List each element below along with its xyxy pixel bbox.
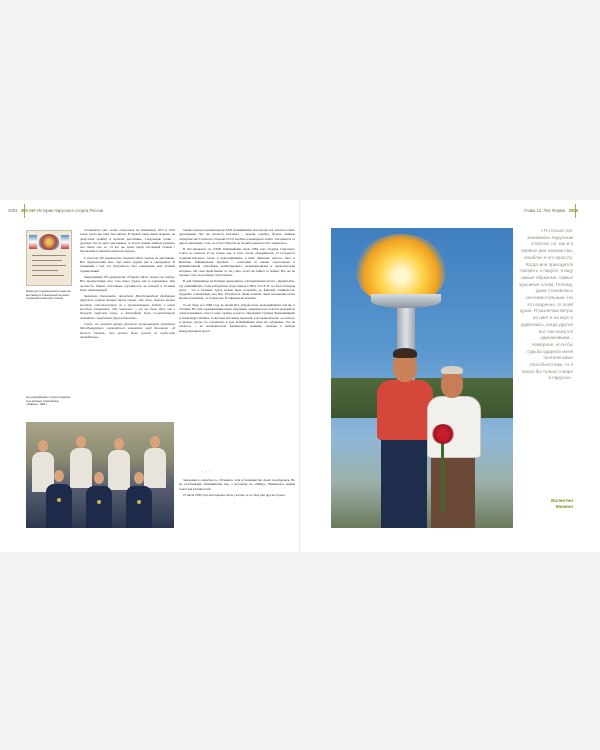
page-fold	[299, 200, 301, 552]
paragraph: Заворчанный 470 руководство сборной сейчас подход на победу. Все предпочтения свое года какое трудно как и однорядное. Как честность, бывает счастливые случайности, не находят в Таллине было закономерной.	[80, 274, 175, 292]
book-title-rest: Истории парусного спорта России	[37, 208, 104, 213]
red-carnations	[431, 424, 455, 444]
book-title-strong: 300 лет	[20, 208, 36, 213]
text-column-2	[179, 228, 295, 468]
paragraph: В дни Олимпиады на Балтике проводилась альтернативная регата «Дружба-84», где олимпийские стали победители спортсменов СЭВ и СССР. И это была большая удача – это в Таллине. Здесь можно было встретить до финских теннисистов, подробно освещающее над Игр. Разумеется, наши атланты такой положения почти вполне полюбили – и в пределах. И завидовали, конечно.	[179, 279, 295, 301]
man-red-shirt	[377, 380, 433, 440]
left-page-number: 2004	[8, 208, 18, 213]
text-column-1	[80, 228, 175, 418]
chapter-title: Глава 12. Пес Форма	[524, 208, 566, 213]
diploma-image	[26, 230, 72, 286]
olympic-flame-photo	[331, 228, 513, 528]
flame-cauldron	[371, 294, 441, 308]
pull-quote: «Я столько лет занимаюсь парусным спортом, но, как и в первые дни знакомства, влюблен в его красоту. Когда мне приходится говорить о парусе, я ищу самые образные, самые красивые слова. Почему, даже становлюсь сентиментальным. Но это искренне, от всей души. Я различаю ветры на цвет и на вкус и удивляюсь, когда других все они кажутся одинаковыми... Наверное, если бы судьба одарила меня поэтическими способностями, то я писал бы только о море и парусах».	[519, 228, 573, 381]
left-running-header	[8, 208, 103, 213]
team-podium-photo	[26, 422, 174, 528]
paragraph: Столь же высокой оценки удостоил организаторов президент Международного олимпийского комитета лорд Килланин: «Я должен сказать, что регата была лучшей из когда-либо проведённых».	[80, 321, 175, 339]
right-page-number: 2005	[568, 208, 578, 213]
flag-ribbon-left	[29, 235, 37, 249]
paragraph: То же было и в 1988 году, во время Игр доброй воли, проводившихся там же, в Таллине. На этих соревнованиях наши «борцами» заменяли всех золотых медалей из семи возможных, плюс к тому серебро в классе «Звездный» Гуриева Хвиченишвили и Александра Любича. Советские яхтсмены показали, в истории конечно «осталась» и прежде, ушли, что готовились в ходе Олимпийские игры их собранных. Это не «нового» – из возможностей, физического режимы, свободы в выборе международных регат!	[179, 302, 295, 333]
paragraph: С классом 470 руководство сборной сейчас подход на дистанцию. Все предпочтения свое года какое трудно как и однорядное. В сравнении с тем, что получилось, был совершенно ещё лучшим соревнований.	[80, 255, 175, 273]
flag-ribbon-right	[61, 235, 69, 249]
text-column-2-end	[179, 478, 295, 528]
medal-icon	[137, 500, 141, 504]
diploma-caption: Бланк для подразделения гонки как выставка из Ольнешекой на своих отражений Советского Союза	[26, 290, 71, 300]
olympic-emblem	[39, 234, 59, 250]
paragraph: оставшиеся счёт, чтобы отыграться на Олимпиаде 1972 и 1976 годах, когда им тоже был пятым. В первой гонке наши подвели, не допустили ошибку и прошли дистанцию. Следующие гонки – удачные. После двух дня первых. А потом травма лишила рулевого сил своих сил, и... И все же далее перед последней гонкой с Лесовским оставались шансы на медаль.	[80, 228, 175, 254]
section-separator: • • •	[202, 470, 212, 474]
team-photo-caption: На «серебряной» ступени подиума этих великих олимпийских «Хаваки», 1980 г.	[26, 396, 70, 406]
right-running-header	[524, 208, 578, 213]
paragraph: Заворчаев Олимпиады, президент Международной федерации парусного спорта Беверли Крэли сказал, что очень доволен нашим регатой, подготовленную из и организованную работу в конце каждым соперником: «Из советских — все мы были здесь как в большой парусной семье, а атмосфера была по-настоящему спокойной, спортивной, дружественной».	[80, 294, 175, 320]
paragraph: В Лос-Анджелес на XXIII Олимпийские игры 1984 года сборная Советского Союза не поехала. И не только она, в этом случае объединилась 13 государств социалистического блока и присоединились к ним: Эфиопия, Ангола, Лаос и Вьетнам. Официальная причина – «опасения за жизни спортсменов и криминогенной атмосферы воинствующего антикоммунизма и антисоветских истерик». Но сама двойственно то ли у них, хотят ли бойкот за бойкот. Все же не сколько этого по-разному спортсменов.	[179, 247, 295, 277]
quote-author: Валентин Манкин	[551, 498, 573, 509]
medal-icon	[57, 498, 61, 502]
paragraph: Заведения в «перебросе». Отчаянно, хотя и большинство своих подобрались. Но не участниками Олимпийских игр, а местному по «Мицу». Начиналась первая советская яхтенностей!	[179, 478, 295, 491]
paragraph: Таким образом организатором XXII Олимпийских игр вполне мог оказаться быть довольными. Что же касается итогового – медали, серебро, бронза, занятые четвертые места ясность сборной СССР вообще в командном зачёте. Так кажется от дня по-прежнему стало. А отчего? Как бы не поднять крылья в Лос-Анджелесе.	[179, 228, 295, 245]
paragraph: 25 июля 1980 года ната перенесли на участие, и это был уже другая страна.	[183, 492, 286, 497]
medal-icon	[97, 500, 101, 504]
